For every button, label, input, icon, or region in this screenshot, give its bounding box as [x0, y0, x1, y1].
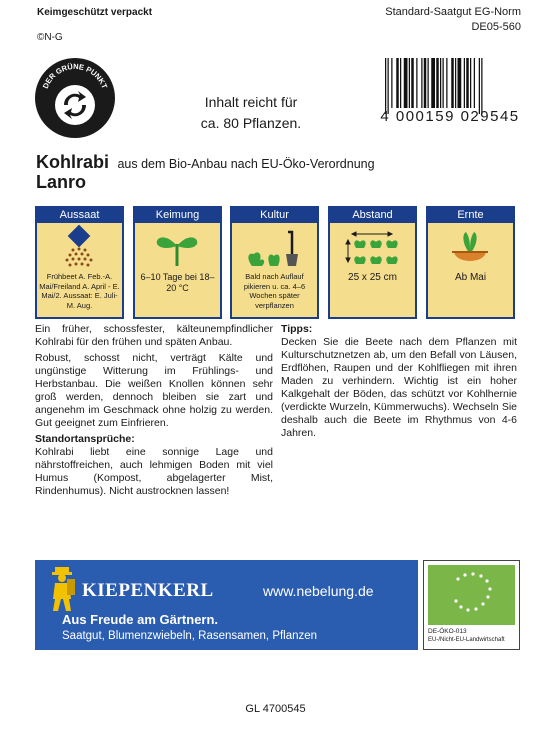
eu-star — [488, 587, 491, 590]
barcode-bar — [446, 58, 447, 108]
barcode-bar — [479, 58, 480, 114]
barcode-bar — [474, 58, 475, 108]
card-title: Aussaat — [37, 208, 122, 223]
card-kultur — [230, 206, 319, 319]
description-intro: Ein früher, schossfester, kälteunempfindlicher Kohlrabi für den frühen und späten Anbau. — [35, 323, 273, 348]
barcode-bar — [466, 58, 469, 108]
card-keimung — [133, 206, 222, 319]
barcode-bar — [385, 58, 386, 114]
barcode-bar — [470, 58, 471, 108]
harvest-bowl-icon — [428, 224, 513, 270]
product-subtitle: aus dem Bio-Anbau nach EU-Öko-Verordnung — [117, 157, 375, 171]
brand-slogan: Aus Freude am Gärtnern. — [62, 612, 219, 627]
organic-control-code: DE-ÖKO-013 — [428, 628, 467, 635]
product-variety: Lanro — [36, 172, 87, 192]
barcode-bar — [396, 58, 399, 108]
contents-line-2: ca. 80 Pflanzen. — [200, 115, 302, 131]
barcode-bar — [464, 58, 465, 108]
barcode-bar — [391, 58, 392, 108]
spacing-icon — [330, 224, 415, 270]
contents-note — [186, 92, 316, 134]
card-text: 6–10 Tage bei 18–20 °C — [140, 272, 215, 293]
barcode-bar — [458, 58, 462, 108]
eu-organic-label — [423, 560, 520, 650]
card-abstand — [328, 206, 417, 319]
barcode-bar — [416, 58, 417, 108]
description-body: Robust, schosst nicht, verträgt Kälte und ungünstige Witterung im Frühlings- und Herbstanbau. Die weißen Knollen können sehr groß werden, dennoch bleiben sie zart und angenehm im Geschmack ohne holzig zu werden. Gut geeignet zum Einfrieren. — [35, 352, 273, 429]
brand-url[interactable]: www.nebelung.de — [263, 583, 374, 599]
site-requirements-heading: Standortansprüche: — [35, 433, 135, 445]
description — [35, 323, 273, 501]
eu-star — [474, 607, 477, 610]
eu-star — [481, 602, 484, 605]
barcode-bar — [455, 58, 456, 108]
card-text: 25 x 25 cm — [348, 272, 397, 283]
card-title: Keimung — [135, 208, 220, 223]
eu-star — [459, 605, 462, 608]
barcode-bar — [443, 58, 444, 108]
tips-heading: Tipps: — [281, 323, 313, 335]
barcode-bar — [436, 58, 439, 108]
card-text: Frühbeet A. Feb.-A. Mai/Freiland A. April - E. Mai/2. Aussaat: E. Juli-M. Aug. — [39, 272, 120, 310]
barcode-bar — [411, 58, 414, 108]
card-aussaat — [35, 206, 124, 319]
eu-star — [463, 573, 466, 576]
card-title: Ernte — [428, 208, 513, 223]
barcode-bar — [421, 58, 422, 108]
brand-products: Saatgut, Blumenzwiebeln, Rasensamen, Pflanzen — [62, 630, 318, 642]
eu-star — [471, 572, 474, 575]
article-code: GL 4700545 — [245, 703, 306, 715]
tips — [281, 323, 517, 440]
seedling-icon — [135, 224, 220, 270]
brand-name: KIEPENKERL — [82, 580, 214, 601]
eu-star — [479, 574, 482, 577]
eu-star — [456, 577, 459, 580]
eu-star — [466, 608, 469, 611]
card-text: Ab Mai — [454, 272, 487, 283]
seed-sowing-icon — [37, 224, 122, 270]
barcode-bar — [481, 58, 482, 114]
card-ernte — [426, 206, 515, 319]
seed-standard-code: DE05-560 — [471, 21, 521, 33]
product-name: Kohlrabi — [36, 152, 110, 172]
card-text: Bald nach Auflauf pikieren u. ca. 4–6 Wochen später verpflanzen — [243, 272, 306, 310]
gruener-punkt-text: DER GRÜNE PUNKT — [40, 61, 110, 90]
organic-origin-text: EU-/Nicht-EU-Landwirtschaft — [428, 637, 505, 643]
protected-packaging-note: Keimgeschützt verpackt — [37, 7, 153, 18]
site-requirements-text: Kohlrabi liebt eine sonnige Lage und nährstoffreichen, auch lehmigen Boden mit viel Humus (Kompost, abgelagerter Mist, Rindenhumus). Nicht austrocknen lassen! — [35, 446, 273, 497]
product-title-row — [36, 152, 375, 173]
barcode-number: 4 000159 029545 — [380, 108, 520, 125]
barcode-bar — [431, 58, 435, 108]
barcode-bar — [428, 58, 429, 108]
eu-star — [485, 579, 488, 582]
barcode-bar — [451, 58, 454, 108]
barcode-bar — [440, 58, 441, 108]
gruener-punkt-logo — [34, 57, 116, 139]
kiepenkerl-gardener-icon — [47, 565, 77, 613]
card-title: Kultur — [232, 208, 317, 223]
eu-star — [454, 599, 457, 602]
barcode-bar — [424, 58, 427, 108]
contents-line-1: Inhalt reicht für — [204, 94, 298, 110]
barcode-bar — [404, 58, 408, 108]
tips-text: Decken Sie die Beete nach dem Pflanzen mit Kulturschutznetzen ab, um den Befall von Läusen, Erdflöhen, Raupen und der Kohlfliegen mit ihren Maden zu verhindern. Wichtig ist ein hoher Kalkgehalt der Böden, das schützt vor Kohlhernie (verdickte Wurzeln, Kümmerwuchs). Wechseln Sie deshalb auch die Beete im Rhythmus von 4-6 Jahren. — [281, 336, 517, 439]
spade-plant-icon — [232, 224, 317, 270]
barcode-bar — [400, 58, 401, 108]
card-title: Abstand — [330, 208, 415, 223]
barcode-bar — [388, 58, 389, 114]
eu-organic-leaf-icon — [428, 565, 515, 625]
barcode-bar — [409, 58, 410, 108]
seed-standard-note: Standard-Saatgut EG-Norm — [385, 6, 521, 18]
eu-star — [486, 595, 489, 598]
copyright-note: ©N-G — [37, 32, 63, 43]
